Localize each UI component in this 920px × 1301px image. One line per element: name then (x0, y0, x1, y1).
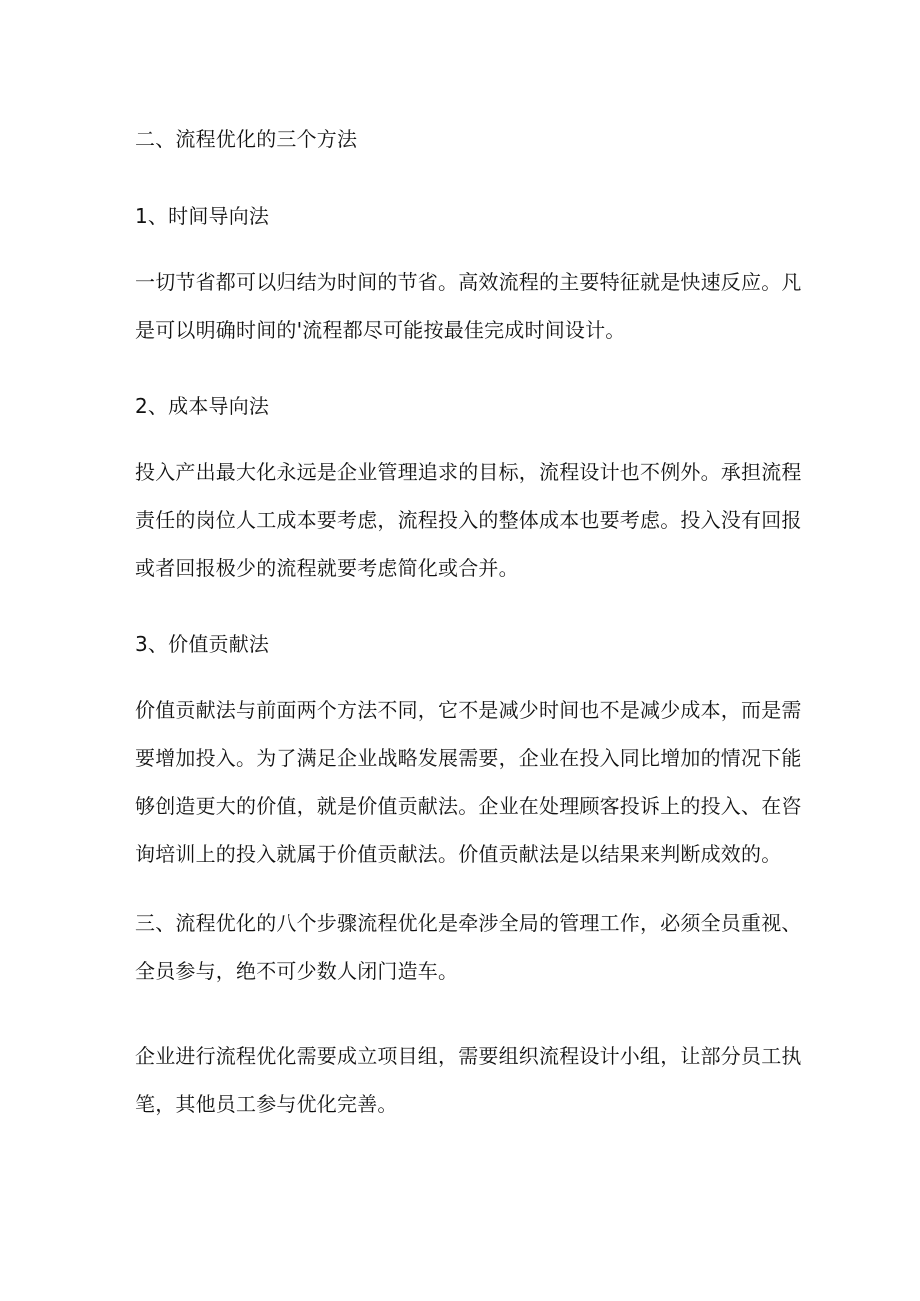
subheading-time-oriented: 1、时间导向法 (135, 204, 270, 228)
paragraph-line: 笔，其他员工参与优化完善。 (135, 1092, 398, 1116)
paragraph-line: 投入产出最大化永远是企业管理追求的目标，流程设计也不例外。承担流程 (135, 460, 802, 484)
paragraph-line: 或者回报极少的流程就要考虑简化或合并。 (135, 556, 519, 580)
section-heading-two: 二、流程优化的三个方法 (135, 127, 358, 151)
paragraph-line: 价值贡献法与前面两个方法不同，它不是减少时间也不是减少成本，而是需 (135, 698, 802, 722)
paragraph-line: 全员参与，绝不可少数人闭门造车。 (135, 959, 459, 983)
paragraph-line: 询培训上的投入就属于价值贡献法。价值贡献法是以结果来判断成效的。 (135, 842, 782, 866)
subheading-cost-oriented: 2、成本导向法 (135, 394, 270, 418)
paragraph-line: 企业进行流程优化需要成立项目组，需要组织流程设计小组，让部分员工执 (135, 1044, 802, 1068)
paragraph-line: 是可以明确时间的'流程都尽可能按最佳完成时间设计。 (135, 318, 626, 342)
subheading-value-contribution: 3、价值贡献法 (135, 632, 270, 656)
section-heading-three: 三、流程优化的八个步骤流程优化是牵涉全局的管理工作，必须全员重视、 (135, 911, 802, 935)
paragraph-line: 一切节省都可以归结为时间的节省。高效流程的主要特征就是快速反应。凡 (135, 270, 802, 294)
paragraph-line: 责任的岗位人工成本要考虑，流程投入的整体成本也要考虑。投入没有回报 (135, 508, 802, 532)
paragraph-line: 够创造更大的价值，就是价值贡献法。企业在处理顾客投诉上的投入、在咨 (135, 794, 802, 818)
paragraph-line: 要增加投入。为了满足企业战略发展需要，企业在投入同比增加的情况下能 (135, 746, 802, 770)
